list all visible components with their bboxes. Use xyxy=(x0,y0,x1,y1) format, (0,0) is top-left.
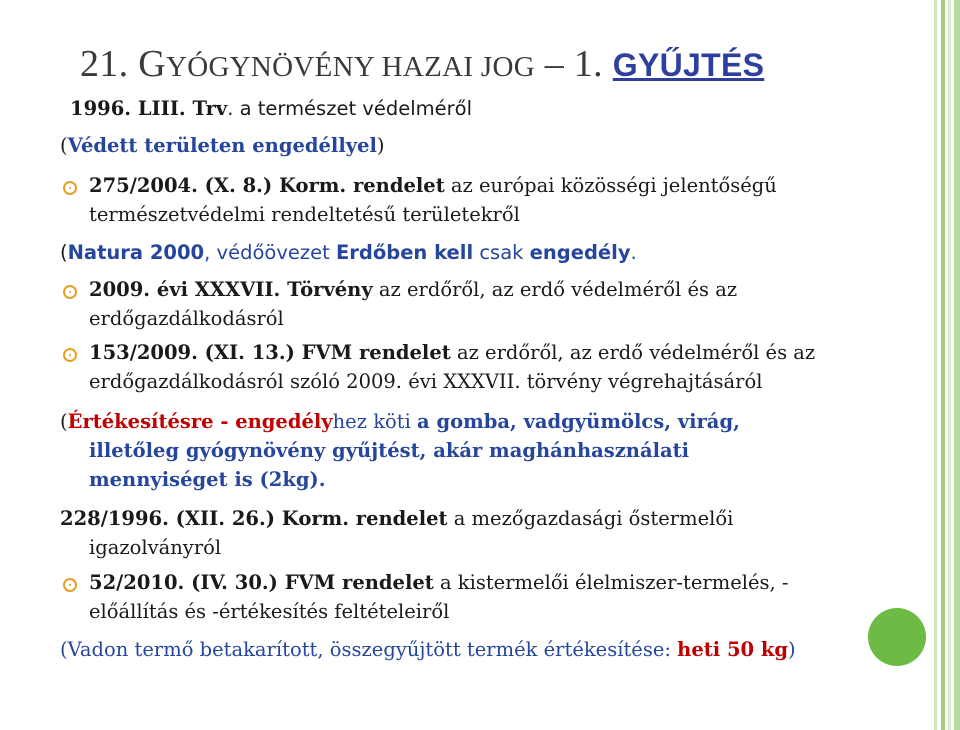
text-line-12: mennyiséget is (2kg). xyxy=(89,468,326,491)
text-line-10: (Értékesítésre - engedélyhez köti a gomba, vadgyümölcs, virág, xyxy=(60,410,740,433)
stripe xyxy=(954,0,960,730)
text-line-9: erdőgazdálkodásról szóló 2009. évi XXXVII. törvény végrehajtásáról xyxy=(89,370,763,393)
text-line-3: 275/2004. (X. 8.) Korm. rendelet az európai közösségi jelentőségű xyxy=(89,174,777,197)
text-line-16: előállítás és -értékesítés feltételeiről xyxy=(89,600,450,623)
text-line-11: illetőleg gyógynövény gyűjtést, akár maghánhasználati xyxy=(89,439,690,462)
text-line-2: (Védett területen engedéllyel) xyxy=(60,134,385,157)
text-line-8: 153/2009. (XI. 13.) FVM rendelet az erdőről, az erdő védelméről és az xyxy=(89,341,816,364)
text-line-17: (Vadon termő betakarított, összegyűjtött termék értékesítése: heti 50 kg) xyxy=(60,638,796,661)
bullet-icon xyxy=(63,285,77,299)
text-line-4: természetvédelmi rendeltetésű területekről xyxy=(89,203,520,226)
decorative-circle xyxy=(868,608,926,666)
decorative-stripes xyxy=(932,0,960,730)
bullet-icon xyxy=(63,181,77,195)
stripe xyxy=(941,0,945,730)
text-line-15: 52/2010. (IV. 30.) FVM rendelet a kistermelői élelmiszer-termelés, - xyxy=(89,571,789,594)
title-highlight: GYŰJTÉS xyxy=(612,47,765,83)
bullet-icon xyxy=(63,578,77,592)
stripe xyxy=(934,0,937,730)
bullet-icon xyxy=(63,348,77,362)
stripe xyxy=(948,0,951,730)
text-line-13: 228/1996. (XII. 26.) Korm. rendelet a mezőgazdasági őstermelői xyxy=(60,507,734,530)
text-line-5: (Natura 2000, védőövezet Erdőben kell csak engedély. xyxy=(60,241,637,264)
text-line-7: erdőgazdálkodásról xyxy=(89,307,284,330)
text-line-1: 1996. LIII. Trv. a természet védelméről xyxy=(70,97,472,120)
text-line-6: 2009. évi XXXVII. Törvény az erdőről, az erdő védelméről és az xyxy=(89,278,738,301)
slide-title: 21. GYÓGYNÖVÉNY HAZAI JOG – 1. GYŰJTÉS xyxy=(80,43,765,85)
text-line-14: igazolványról xyxy=(89,536,222,559)
